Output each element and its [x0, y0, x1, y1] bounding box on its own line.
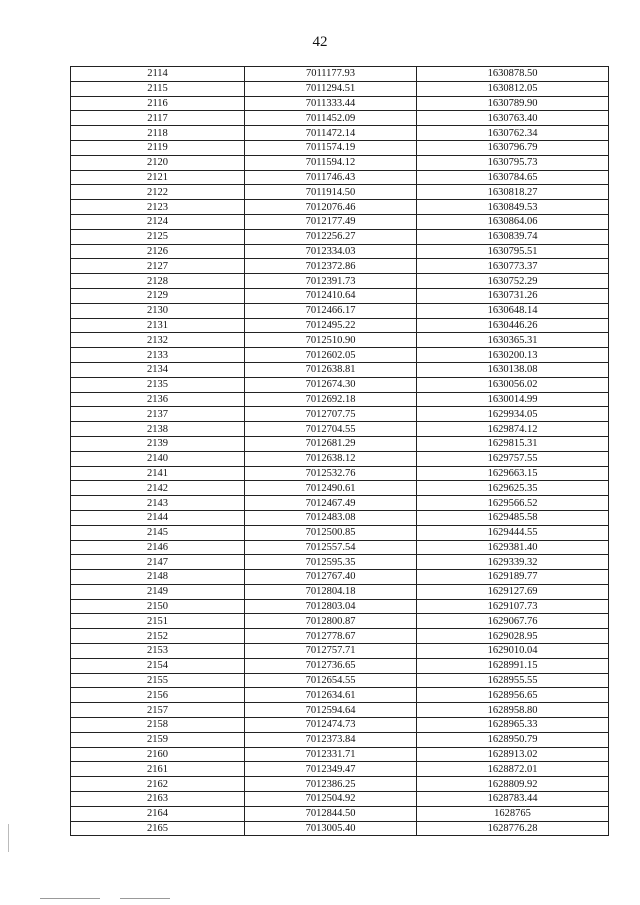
y-coordinate-cell: 1630795.51 — [417, 244, 609, 259]
point-number-cell: 2149 — [71, 584, 245, 599]
table-row — [71, 584, 609, 599]
table-row — [71, 614, 609, 629]
table-row — [71, 806, 609, 821]
point-number-cell: 2133 — [71, 348, 245, 363]
x-coordinate-cell: 7012532.76 — [245, 466, 417, 481]
table-row — [71, 540, 609, 555]
x-coordinate-cell: 7011472.14 — [245, 126, 417, 141]
x-coordinate-cell: 7012334.03 — [245, 244, 417, 259]
point-number-cell: 2147 — [71, 555, 245, 570]
point-number-cell: 2132 — [71, 333, 245, 348]
table-row — [71, 732, 609, 747]
y-coordinate-cell: 1629010.04 — [417, 644, 609, 659]
x-coordinate-cell: 7012373.84 — [245, 732, 417, 747]
y-coordinate-cell: 1630056.02 — [417, 377, 609, 392]
y-coordinate-cell: 1630864.06 — [417, 214, 609, 229]
point-number-cell: 2146 — [71, 540, 245, 555]
y-coordinate-cell: 1629485.58 — [417, 510, 609, 525]
point-number-cell: 2148 — [71, 570, 245, 585]
point-number-cell: 2145 — [71, 525, 245, 540]
y-coordinate-cell: 1628950.79 — [417, 732, 609, 747]
x-coordinate-cell: 7012076.46 — [245, 200, 417, 215]
coordinates-table-body — [71, 67, 609, 836]
y-coordinate-cell: 1630849.53 — [417, 200, 609, 215]
point-number-cell: 2143 — [71, 496, 245, 511]
x-coordinate-cell: 7012692.18 — [245, 392, 417, 407]
x-coordinate-cell: 7012490.61 — [245, 481, 417, 496]
table-row — [71, 436, 609, 451]
x-coordinate-cell: 7012504.92 — [245, 792, 417, 807]
x-coordinate-cell: 7012177.49 — [245, 214, 417, 229]
x-coordinate-cell: 7012391.73 — [245, 274, 417, 289]
y-coordinate-cell: 1629107.73 — [417, 599, 609, 614]
x-coordinate-cell: 7012804.18 — [245, 584, 417, 599]
point-number-cell: 2121 — [71, 170, 245, 185]
y-coordinate-cell: 1630365.31 — [417, 333, 609, 348]
x-coordinate-cell: 7012638.12 — [245, 451, 417, 466]
x-coordinate-cell: 7011294.51 — [245, 81, 417, 96]
y-coordinate-cell: 1629566.52 — [417, 496, 609, 511]
table-row — [71, 185, 609, 200]
x-coordinate-cell: 7011574.19 — [245, 140, 417, 155]
point-number-cell: 2141 — [71, 466, 245, 481]
scan-bottom-marks — [0, 898, 640, 900]
y-coordinate-cell: 1628809.92 — [417, 777, 609, 792]
point-number-cell: 2157 — [71, 703, 245, 718]
y-coordinate-cell: 1630648.14 — [417, 303, 609, 318]
table-row — [71, 629, 609, 644]
y-coordinate-cell: 1629663.15 — [417, 466, 609, 481]
x-coordinate-cell: 7012778.67 — [245, 629, 417, 644]
table-row — [71, 348, 609, 363]
table-row — [71, 155, 609, 170]
y-coordinate-cell: 1630014.99 — [417, 392, 609, 407]
point-number-cell: 2125 — [71, 229, 245, 244]
table-row — [71, 777, 609, 792]
x-coordinate-cell: 7012467.49 — [245, 496, 417, 511]
x-coordinate-cell: 7012844.50 — [245, 806, 417, 821]
y-coordinate-cell: 1630752.29 — [417, 274, 609, 289]
table-row — [71, 274, 609, 289]
point-number-cell: 2152 — [71, 629, 245, 644]
point-number-cell: 2114 — [71, 67, 245, 82]
table-row — [71, 111, 609, 126]
point-number-cell: 2156 — [71, 688, 245, 703]
y-coordinate-cell: 1630812.05 — [417, 81, 609, 96]
y-coordinate-cell: 1629067.76 — [417, 614, 609, 629]
point-number-cell: 2153 — [71, 644, 245, 659]
table-row — [71, 303, 609, 318]
x-coordinate-cell: 7012510.90 — [245, 333, 417, 348]
x-coordinate-cell: 7012594.64 — [245, 703, 417, 718]
y-coordinate-cell: 1628776.28 — [417, 821, 609, 836]
x-coordinate-cell: 7012256.27 — [245, 229, 417, 244]
table-row — [71, 718, 609, 733]
point-number-cell: 2131 — [71, 318, 245, 333]
point-number-cell: 2144 — [71, 510, 245, 525]
x-coordinate-cell: 7012372.86 — [245, 259, 417, 274]
y-coordinate-cell: 1630818.27 — [417, 185, 609, 200]
point-number-cell: 2123 — [71, 200, 245, 215]
y-coordinate-cell: 1628913.02 — [417, 747, 609, 762]
table-row — [71, 259, 609, 274]
y-coordinate-cell: 1630762.34 — [417, 126, 609, 141]
point-number-cell: 2151 — [71, 614, 245, 629]
y-coordinate-cell: 1628956.65 — [417, 688, 609, 703]
table-row — [71, 288, 609, 303]
x-coordinate-cell: 7012349.47 — [245, 762, 417, 777]
table-row — [71, 510, 609, 525]
table-row — [71, 762, 609, 777]
x-coordinate-cell: 7012500.85 — [245, 525, 417, 540]
scan-edge-mark — [8, 824, 9, 852]
y-coordinate-cell: 1629757.55 — [417, 451, 609, 466]
x-coordinate-cell: 7012681.29 — [245, 436, 417, 451]
table-row — [71, 496, 609, 511]
table-row — [71, 67, 609, 82]
point-number-cell: 2162 — [71, 777, 245, 792]
page-number: 42 — [312, 34, 328, 50]
y-coordinate-cell: 1629028.95 — [417, 629, 609, 644]
point-number-cell: 2154 — [71, 658, 245, 673]
point-number-cell: 2122 — [71, 185, 245, 200]
point-number-cell: 2126 — [71, 244, 245, 259]
x-coordinate-cell: 7011594.12 — [245, 155, 417, 170]
y-coordinate-cell: 1629934.05 — [417, 407, 609, 422]
x-coordinate-cell: 7012654.55 — [245, 673, 417, 688]
point-number-cell: 2161 — [71, 762, 245, 777]
x-coordinate-cell: 7011452.09 — [245, 111, 417, 126]
coordinates-table — [70, 66, 609, 836]
table-row — [71, 229, 609, 244]
table-row — [71, 200, 609, 215]
y-coordinate-cell: 1629127.69 — [417, 584, 609, 599]
point-number-cell: 2116 — [71, 96, 245, 111]
x-coordinate-cell: 7012474.73 — [245, 718, 417, 733]
point-number-cell: 2142 — [71, 481, 245, 496]
point-number-cell: 2128 — [71, 274, 245, 289]
y-coordinate-cell: 1628955.55 — [417, 673, 609, 688]
table-row — [71, 422, 609, 437]
table-row — [71, 451, 609, 466]
y-coordinate-cell: 1628765 — [417, 806, 609, 821]
point-number-cell: 2140 — [71, 451, 245, 466]
x-coordinate-cell: 7011333.44 — [245, 96, 417, 111]
x-coordinate-cell: 7012410.64 — [245, 288, 417, 303]
y-coordinate-cell: 1630796.79 — [417, 140, 609, 155]
x-coordinate-cell: 7012466.17 — [245, 303, 417, 318]
point-number-cell: 2155 — [71, 673, 245, 688]
table-row — [71, 318, 609, 333]
x-coordinate-cell: 7012495.22 — [245, 318, 417, 333]
point-number-cell: 2160 — [71, 747, 245, 762]
table-row — [71, 126, 609, 141]
table-row — [71, 644, 609, 659]
table-row — [71, 407, 609, 422]
x-coordinate-cell: 7012386.25 — [245, 777, 417, 792]
x-coordinate-cell: 7012602.05 — [245, 348, 417, 363]
y-coordinate-cell: 1629444.55 — [417, 525, 609, 540]
x-coordinate-cell: 7012483.08 — [245, 510, 417, 525]
point-number-cell: 2135 — [71, 377, 245, 392]
point-number-cell: 2124 — [71, 214, 245, 229]
table-row — [71, 703, 609, 718]
x-coordinate-cell: 7012707.75 — [245, 407, 417, 422]
y-coordinate-cell: 1628991.15 — [417, 658, 609, 673]
y-coordinate-cell: 1628783.44 — [417, 792, 609, 807]
x-coordinate-cell: 7011746.43 — [245, 170, 417, 185]
table-row — [71, 466, 609, 481]
x-coordinate-cell: 7012767.40 — [245, 570, 417, 585]
y-coordinate-cell: 1630731.26 — [417, 288, 609, 303]
point-number-cell: 2127 — [71, 259, 245, 274]
table-row — [71, 525, 609, 540]
x-coordinate-cell: 7012704.55 — [245, 422, 417, 437]
point-number-cell: 2137 — [71, 407, 245, 422]
x-coordinate-cell: 7012595.35 — [245, 555, 417, 570]
point-number-cell: 2139 — [71, 436, 245, 451]
y-coordinate-cell: 1630773.37 — [417, 259, 609, 274]
y-coordinate-cell: 1628958.80 — [417, 703, 609, 718]
y-coordinate-cell: 1630795.73 — [417, 155, 609, 170]
table-row — [71, 377, 609, 392]
point-number-cell: 2159 — [71, 732, 245, 747]
table-row — [71, 333, 609, 348]
point-number-cell: 2150 — [71, 599, 245, 614]
x-coordinate-cell: 7012638.81 — [245, 362, 417, 377]
x-coordinate-cell: 7013005.40 — [245, 821, 417, 836]
y-coordinate-cell: 1629874.12 — [417, 422, 609, 437]
x-coordinate-cell: 7012757.71 — [245, 644, 417, 659]
y-coordinate-cell: 1628872.01 — [417, 762, 609, 777]
point-number-cell: 2117 — [71, 111, 245, 126]
table-row — [71, 658, 609, 673]
x-coordinate-cell: 7012331.71 — [245, 747, 417, 762]
table-row — [71, 244, 609, 259]
y-coordinate-cell: 1630446.26 — [417, 318, 609, 333]
point-number-cell: 2115 — [71, 81, 245, 96]
table-row — [71, 673, 609, 688]
table-row — [71, 821, 609, 836]
point-number-cell: 2119 — [71, 140, 245, 155]
table-row — [71, 214, 609, 229]
y-coordinate-cell: 1630789.90 — [417, 96, 609, 111]
y-coordinate-cell: 1629381.40 — [417, 540, 609, 555]
x-coordinate-cell: 7011177.93 — [245, 67, 417, 82]
x-coordinate-cell: 7012634.61 — [245, 688, 417, 703]
point-number-cell: 2158 — [71, 718, 245, 733]
point-number-cell: 2164 — [71, 806, 245, 821]
x-coordinate-cell: 7011914.50 — [245, 185, 417, 200]
y-coordinate-cell: 1629815.31 — [417, 436, 609, 451]
table-row — [71, 792, 609, 807]
point-number-cell: 2129 — [71, 288, 245, 303]
point-number-cell: 2138 — [71, 422, 245, 437]
table-row — [71, 362, 609, 377]
x-coordinate-cell: 7012736.65 — [245, 658, 417, 673]
x-coordinate-cell: 7012803.04 — [245, 599, 417, 614]
y-coordinate-cell: 1629625.35 — [417, 481, 609, 496]
table-row — [71, 140, 609, 155]
point-number-cell: 2165 — [71, 821, 245, 836]
table-row — [71, 96, 609, 111]
x-coordinate-cell: 7012557.54 — [245, 540, 417, 555]
table-row — [71, 599, 609, 614]
y-coordinate-cell: 1630784.65 — [417, 170, 609, 185]
table-row — [71, 170, 609, 185]
y-coordinate-cell: 1629339.32 — [417, 555, 609, 570]
x-coordinate-cell: 7012674.30 — [245, 377, 417, 392]
y-coordinate-cell: 1630200.13 — [417, 348, 609, 363]
point-number-cell: 2134 — [71, 362, 245, 377]
point-number-cell: 2163 — [71, 792, 245, 807]
table-row — [71, 747, 609, 762]
point-number-cell: 2130 — [71, 303, 245, 318]
y-coordinate-cell: 1630878.50 — [417, 67, 609, 82]
y-coordinate-cell: 1630138.08 — [417, 362, 609, 377]
y-coordinate-cell: 1630763.40 — [417, 111, 609, 126]
y-coordinate-cell: 1629189.77 — [417, 570, 609, 585]
x-coordinate-cell: 7012800.87 — [245, 614, 417, 629]
table-row — [71, 481, 609, 496]
y-coordinate-cell: 1630839.74 — [417, 229, 609, 244]
table-row — [71, 688, 609, 703]
table-row — [71, 81, 609, 96]
point-number-cell: 2118 — [71, 126, 245, 141]
table-row — [71, 555, 609, 570]
point-number-cell: 2136 — [71, 392, 245, 407]
point-number-cell: 2120 — [71, 155, 245, 170]
y-coordinate-cell: 1628965.33 — [417, 718, 609, 733]
table-row — [71, 570, 609, 585]
table-row — [71, 392, 609, 407]
